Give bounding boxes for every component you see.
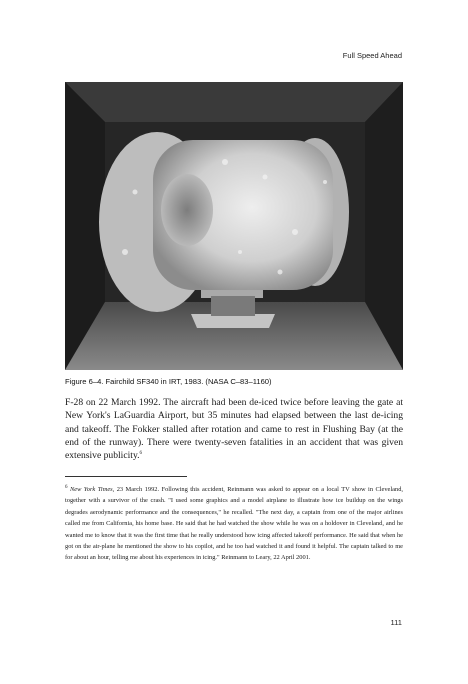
footnote-source: New York Times, bbox=[69, 486, 115, 493]
page-number: 111 bbox=[390, 618, 402, 627]
footnote-marker: 6 bbox=[65, 484, 68, 490]
body-text: F-28 on 22 March 1992. The aircraft had been de-iced twice before leaving the gate at New York's LaGuardia Airport, but 35 minutes had elapsed between the last de-icing and takeoff. The Fokker stalled after rotation and came to rest in Flushing Bay (at the end of the runway). There were twenty-seven fatalities in an accident that was given extensive publicity. bbox=[65, 397, 403, 462]
footnote-divider bbox=[65, 476, 187, 477]
footnote-text: 23 March 1992. Following this accident, Reinmann was asked to appear on a local TV show in Cleveland, together with a survivor of the crash. "I used some graphics and a model airplane to illustrate how ice buildup on the wings degrades aerodynamic performance and the consequences," he recalled. "The next day, a captain from one of the major airlines called me from California, his home base. He said that he had watched the show while he was on a holdover in Cleveland, and he wanted me to know that it was the first time that he really understood how icing affected takeoff performance. He said that when he got on the air-plane he mentioned the show to his copilot, and he too had watched it and found it helpful. The captain talked to me for about an hour, telling me about his experiences in icing." Reinmann to Leary, 22 April 2001. bbox=[65, 486, 403, 562]
footnote-reference: 6 bbox=[139, 451, 143, 456]
figure-photo bbox=[65, 82, 403, 370]
running-head: Full Speed Ahead bbox=[342, 51, 402, 60]
footnote bbox=[65, 484, 403, 564]
figure-caption: Figure 6–4. Fairchild SF340 in IRT, 1983. (NASA C–83–1160) bbox=[65, 377, 272, 386]
body-paragraph bbox=[65, 396, 403, 462]
